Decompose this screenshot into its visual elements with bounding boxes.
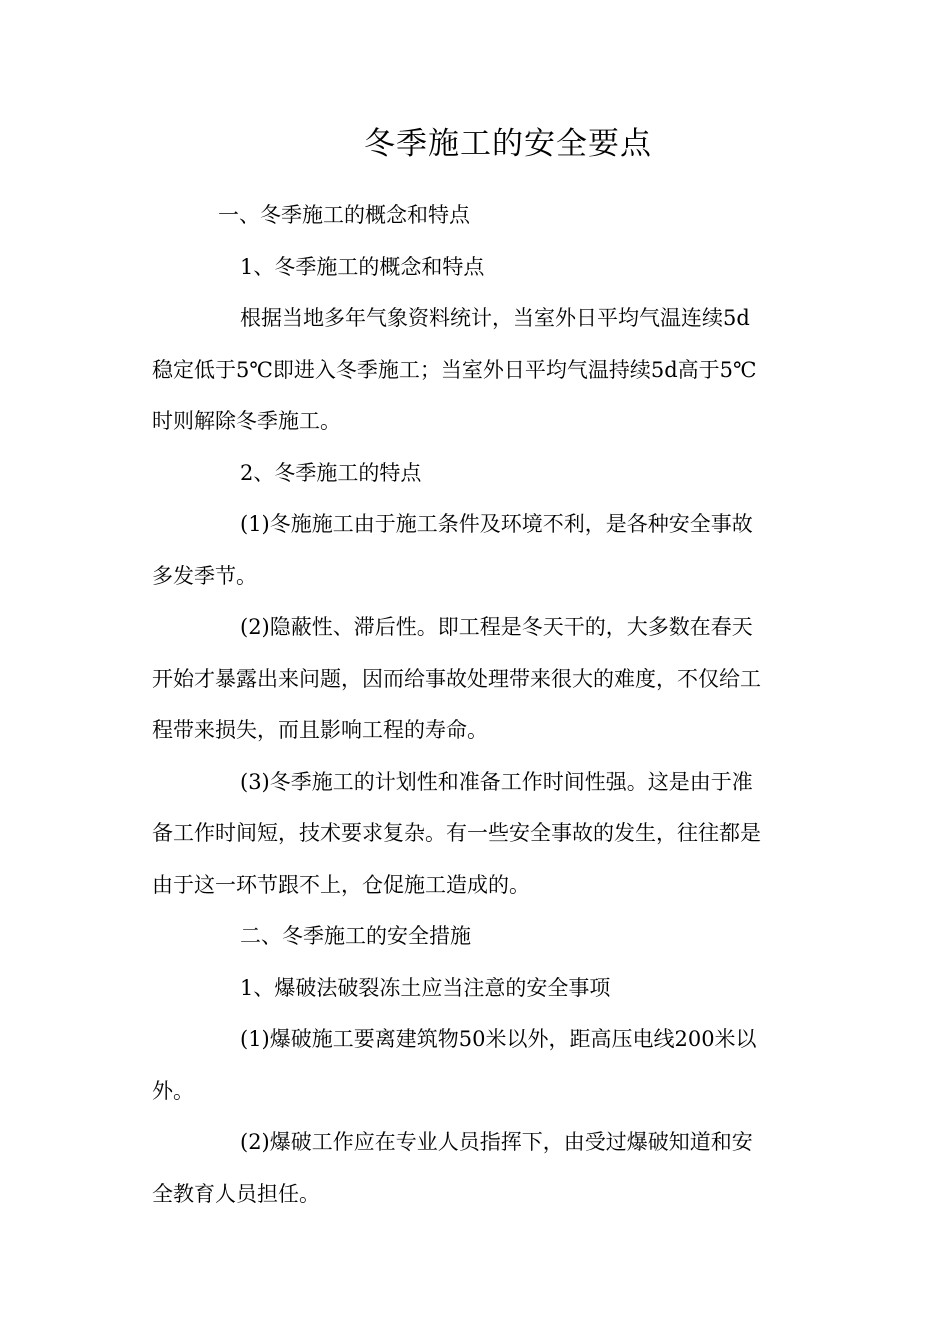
body-paragraph bbox=[152, 499, 802, 602]
text-line: 2、冬季施工的特点 bbox=[240, 460, 422, 485]
text-line: (1)爆破施工要离建筑物50米以外，距高压电线200米以 bbox=[240, 1027, 757, 1051]
text-line: 全教育人员担任。 bbox=[152, 1181, 320, 1206]
section-heading bbox=[152, 190, 802, 242]
text-line: (1)冬施施工由于施工条件及环境不利，是各种安全事故 bbox=[240, 512, 753, 536]
body-paragraph bbox=[152, 1117, 802, 1220]
document-body bbox=[152, 190, 802, 1220]
subsection-heading bbox=[152, 448, 802, 500]
subsection-heading bbox=[152, 963, 802, 1015]
text-line: 一、冬季施工的概念和特点 bbox=[218, 203, 470, 227]
text-line: 由于这一环节跟不上，仓促施工造成的。 bbox=[152, 872, 530, 897]
subsection-heading bbox=[152, 242, 802, 294]
body-paragraph bbox=[152, 602, 802, 757]
text-line: 根据当地多年气象资料统计，当室外日平均气温连续5d bbox=[240, 306, 750, 330]
text-line: 多发季节。 bbox=[152, 563, 257, 588]
text-line: 二、冬季施工的安全措施 bbox=[240, 924, 471, 948]
section-heading bbox=[152, 911, 802, 963]
text-line: (3)冬季施工的计划性和准备工作时间性强。这是由于准 bbox=[240, 769, 753, 794]
body-paragraph bbox=[152, 757, 802, 912]
text-line: 1、冬季施工的概念和特点 bbox=[240, 254, 485, 279]
text-line: (2)隐蔽性、滞后性。即工程是冬天干的，大多数在春天 bbox=[240, 615, 753, 639]
body-paragraph bbox=[152, 1014, 802, 1117]
text-line: 时则解除冬季施工。 bbox=[152, 409, 341, 433]
text-line: 备工作时间短，技术要求复杂。有一些安全事故的发生，往往都是 bbox=[152, 821, 761, 845]
text-line: 稳定低于5℃即进入冬季施工；当室外日平均气温持续5d高于5℃ bbox=[152, 357, 757, 382]
text-line: 1、爆破法破裂冻土应当注意的安全事项 bbox=[240, 975, 611, 1000]
text-line: 程带来损失，而且影响工程的寿命。 bbox=[152, 718, 488, 742]
document-title: 冬季施工的安全要点 bbox=[364, 126, 652, 162]
body-paragraph bbox=[152, 293, 802, 448]
text-line: 外。 bbox=[152, 1078, 194, 1103]
text-line: 开始才暴露出来问题，因而给事故处理带来很大的难度，不仅给工 bbox=[152, 666, 761, 691]
text-line: (2)爆破工作应在专业人员指挥下，由受过爆破知道和安 bbox=[240, 1130, 753, 1154]
